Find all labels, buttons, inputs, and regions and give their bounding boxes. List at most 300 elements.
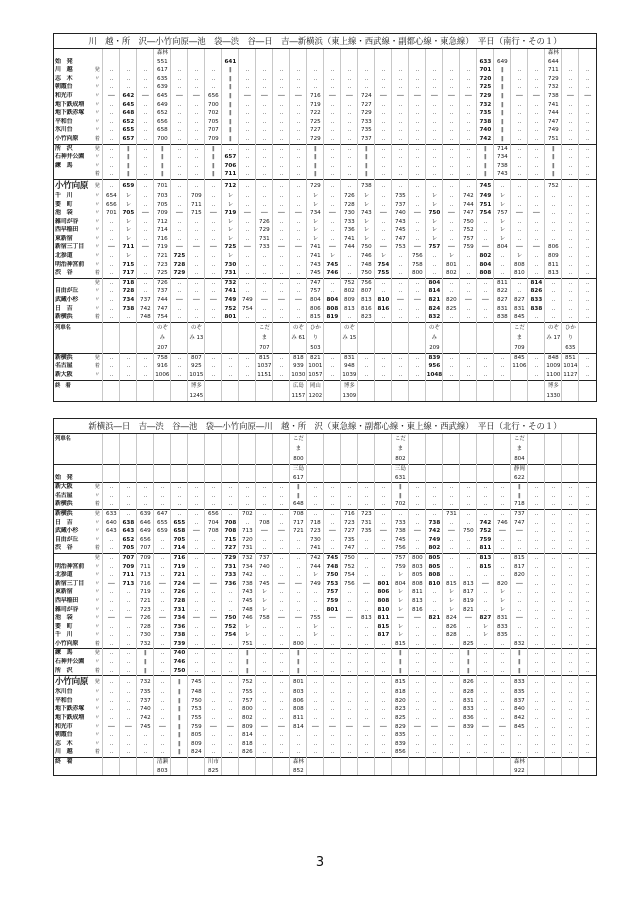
time-cell: ‥ <box>205 261 222 270</box>
time-cell: ‥ <box>528 544 545 553</box>
time-cell: 816 <box>409 606 426 615</box>
time-cell: ‥ <box>460 544 477 553</box>
table-row <box>54 676 596 689</box>
station-name: 所 沢 <box>55 666 73 674</box>
time-cell: 1057 <box>307 371 324 380</box>
time-cell: ‥ <box>545 640 562 649</box>
time-cell: ‥ <box>562 296 579 305</box>
time-cell: ‥ <box>579 714 596 723</box>
time-cell: ‥ <box>545 305 562 314</box>
time-cell <box>103 758 120 767</box>
time-cell: ‥ <box>443 287 460 296</box>
time-cell: ‥ <box>154 571 171 580</box>
time-cell: ‥ <box>103 252 120 261</box>
time-cell: ‥ <box>188 631 205 640</box>
time-cell: ‥ <box>494 553 511 562</box>
arr-dep-mark: 〃 <box>94 732 100 739</box>
time-cell <box>273 434 290 465</box>
time-cell: のぞみ 61 <box>290 322 307 353</box>
time-cell: ── <box>443 243 460 252</box>
time-cell: ‥ <box>239 252 256 261</box>
time-cell: ‥ <box>137 287 154 296</box>
time-cell: ‥ <box>477 676 494 689</box>
time-cell: ‖ <box>120 153 137 162</box>
time-cell: ‥ <box>579 623 596 632</box>
time-cell: ‥ <box>307 697 324 706</box>
station-name <box>54 278 92 287</box>
time-cell: ‥ <box>375 226 392 235</box>
time-cell: 813 <box>477 553 494 562</box>
time-cell: 731 <box>443 509 460 518</box>
time-cell: ‥ <box>528 252 545 261</box>
time-cell: 805 <box>188 731 205 740</box>
time-cell: ‥ <box>511 170 528 179</box>
time-cell: 708 <box>222 527 239 536</box>
time-cell: 704 <box>205 519 222 528</box>
time-cell: ‥ <box>222 748 239 757</box>
time-cell: ‥ <box>137 362 154 371</box>
time-cell: 723 <box>358 509 375 518</box>
time-cell: 802 <box>477 252 494 261</box>
time-cell: ‥ <box>511 66 528 75</box>
time-cell: ‥ <box>562 667 579 676</box>
time-cell: ‥ <box>562 483 579 492</box>
time-cell: 740 <box>392 209 409 218</box>
time-cell <box>409 380 426 401</box>
time-cell <box>511 49 528 58</box>
time-cell: ‥ <box>273 714 290 723</box>
time-cell: ‖ <box>171 740 188 749</box>
time-cell: 823 <box>392 705 409 714</box>
time-cell: ‥ <box>103 75 120 84</box>
time-cell: ‥ <box>256 75 273 84</box>
time-cell: ‥ <box>256 83 273 92</box>
time-cell: ‖ <box>477 170 494 179</box>
time-cell: ‥ <box>171 235 188 244</box>
time-cell: ‥ <box>494 252 511 261</box>
time-cell <box>188 474 205 483</box>
time-cell: ‥ <box>103 597 120 606</box>
time-cell: レ <box>358 201 375 210</box>
time-cell: ‥ <box>137 201 154 210</box>
station-name: 小竹向原 <box>55 134 79 142</box>
time-cell: ‥ <box>273 509 290 518</box>
time-cell: 836 <box>460 714 477 723</box>
time-cell: 825 <box>443 305 460 314</box>
time-cell: ‥ <box>171 278 188 287</box>
time-cell: ‥ <box>460 135 477 144</box>
arr-dep-mark: 〃 <box>94 84 100 91</box>
time-cell: 647 <box>154 509 171 518</box>
station-name: 東新宿 <box>55 588 73 596</box>
time-cell <box>460 758 477 767</box>
time-cell <box>324 58 341 67</box>
time-cell: 757 <box>426 243 443 252</box>
time-cell: ── <box>409 614 426 623</box>
time-cell: ‥ <box>562 658 579 667</box>
time-cell: ‥ <box>171 109 188 118</box>
time-cell: ‥ <box>324 688 341 697</box>
time-cell: ‥ <box>528 731 545 740</box>
time-cell: ‥ <box>239 135 256 144</box>
time-cell: ‥ <box>528 740 545 749</box>
time-cell: ‥ <box>358 676 375 689</box>
time-cell: ‥ <box>375 75 392 84</box>
time-cell: ‥ <box>494 544 511 553</box>
time-cell: ‥ <box>290 261 307 270</box>
time-cell: ‥ <box>409 676 426 689</box>
time-cell: ‥ <box>239 101 256 110</box>
time-cell: ‥ <box>103 353 120 362</box>
time-cell: ‥ <box>137 353 154 362</box>
time-cell: レ <box>307 235 324 244</box>
time-cell: 748 <box>137 313 154 322</box>
time-cell: 707 <box>205 126 222 135</box>
time-cell: ‥ <box>120 740 137 749</box>
table-row <box>54 623 596 632</box>
time-cell: ‥ <box>392 162 409 171</box>
station-name: 志 木 <box>55 739 73 747</box>
time-cell <box>494 380 511 401</box>
time-cell: 832 <box>511 640 528 649</box>
time-cell: 840 <box>511 705 528 714</box>
time-cell: ‥ <box>103 101 120 110</box>
time-cell: ‥ <box>562 640 579 649</box>
station-name: 武蔵小杉 <box>55 296 79 304</box>
time-cell: ‥ <box>409 126 426 135</box>
time-cell: ‥ <box>443 170 460 179</box>
time-cell: ‥ <box>375 109 392 118</box>
time-cell: ‥ <box>290 606 307 615</box>
time-cell <box>426 767 443 776</box>
time-cell: ‥ <box>205 740 222 749</box>
time-cell: ‥ <box>545 544 562 553</box>
time-cell: 801 <box>443 261 460 270</box>
time-cell: ‥ <box>171 192 188 201</box>
time-cell: 711 <box>188 201 205 210</box>
time-cell <box>375 767 392 776</box>
time-cell <box>562 767 579 776</box>
time-cell: ‥ <box>409 101 426 110</box>
time-cell: ‥ <box>137 153 154 162</box>
time-cell: ‥ <box>409 144 426 153</box>
time-cell: 827 <box>477 614 494 623</box>
time-cell: ‥ <box>562 649 579 658</box>
time-cell: 809 <box>341 296 358 305</box>
time-cell: のぞみ 17 <box>545 322 562 353</box>
time-cell: ‥ <box>205 179 222 192</box>
time-cell: ‥ <box>579 144 596 153</box>
time-cell: ‥ <box>256 658 273 667</box>
time-cell: レ <box>358 226 375 235</box>
time-cell: ‥ <box>562 126 579 135</box>
time-cell: レ <box>307 201 324 210</box>
time-cell <box>358 322 375 353</box>
time-cell: ‥ <box>307 705 324 714</box>
time-cell: 森林 <box>545 49 562 58</box>
time-cell: ‥ <box>392 278 409 287</box>
time-cell: ‥ <box>545 676 562 689</box>
time-cell: ‥ <box>460 305 477 314</box>
time-cell: ‥ <box>341 667 358 676</box>
time-cell: 815 <box>511 553 528 562</box>
time-cell: ‥ <box>562 623 579 632</box>
time-cell: ‥ <box>443 483 460 492</box>
time-cell: ‥ <box>103 313 120 322</box>
time-cell: ‥ <box>511 588 528 597</box>
time-cell: ── <box>273 580 290 589</box>
time-cell: ‥ <box>324 75 341 84</box>
time-cell: ‥ <box>494 179 511 192</box>
time-cell <box>562 49 579 58</box>
time-cell: ‥ <box>103 714 120 723</box>
time-cell: ‖ <box>137 649 154 658</box>
table-row <box>54 465 596 474</box>
time-cell: 745 <box>188 676 205 689</box>
time-cell: ‥ <box>511 126 528 135</box>
time-cell: ‥ <box>239 492 256 501</box>
time-cell: ‥ <box>545 623 562 632</box>
time-cell: 652 <box>120 118 137 127</box>
time-cell: ‥ <box>273 135 290 144</box>
time-cell: ── <box>528 209 545 218</box>
time-cell: ‥ <box>137 261 154 270</box>
time-cell: ‥ <box>426 269 443 278</box>
time-cell: ‥ <box>290 170 307 179</box>
time-cell: 939 <box>290 362 307 371</box>
time-cell <box>103 49 120 58</box>
time-cell <box>375 49 392 58</box>
time-cell: 744 <box>545 109 562 118</box>
time-cell: ‥ <box>443 731 460 740</box>
time-cell: レ <box>511 252 528 261</box>
time-cell: ‥ <box>528 83 545 92</box>
station-name: 自由が丘 <box>55 287 79 295</box>
time-cell: ‥ <box>460 353 477 362</box>
time-cell: ‥ <box>290 623 307 632</box>
time-cell: 551 <box>154 58 171 67</box>
time-cell: ‥ <box>154 588 171 597</box>
time-cell: ‥ <box>511 153 528 162</box>
time-cell: ‥ <box>341 748 358 757</box>
station-name: 明治神宮前 <box>55 260 85 268</box>
time-cell: ‥ <box>273 623 290 632</box>
timetable-northbound <box>53 418 597 776</box>
time-cell: ‥ <box>171 135 188 144</box>
time-cell: 826 <box>460 676 477 689</box>
time-cell: ‖ <box>460 667 477 676</box>
time-cell: ‥ <box>103 269 120 278</box>
time-cell: 816 <box>375 305 392 314</box>
time-cell: ‥ <box>324 492 341 501</box>
time-cell: 814 <box>239 731 256 740</box>
time-cell: ── <box>528 243 545 252</box>
time-cell: ── <box>188 243 205 252</box>
time-cell: ‥ <box>103 588 120 597</box>
time-cell: ‖ <box>120 170 137 179</box>
time-cell: 826 <box>528 287 545 296</box>
time-cell: ‖ <box>154 153 171 162</box>
time-cell: ‥ <box>171 153 188 162</box>
time-cell: ‥ <box>341 697 358 706</box>
time-cell: ‖ <box>358 170 375 179</box>
time-cell: ‥ <box>239 226 256 235</box>
arr-dep-mark: 〃 <box>94 297 100 304</box>
time-cell: ‥ <box>426 170 443 179</box>
table-row <box>54 474 596 483</box>
time-cell: ‥ <box>511 109 528 118</box>
time-cell: ── <box>477 243 494 252</box>
time-cell: ‥ <box>273 740 290 749</box>
table-row <box>54 49 596 58</box>
time-cell: ‥ <box>562 740 579 749</box>
time-cell: 659 <box>120 179 137 192</box>
time-cell: ‥ <box>154 483 171 492</box>
time-cell: ‥ <box>324 162 341 171</box>
time-cell: ‥ <box>120 748 137 757</box>
time-cell: ‥ <box>494 688 511 697</box>
time-cell: ‥ <box>324 101 341 110</box>
time-cell: ── <box>171 243 188 252</box>
time-cell: ‥ <box>375 235 392 244</box>
page-number: 3 <box>315 855 325 870</box>
time-cell: ── <box>103 92 120 101</box>
time-cell: ‥ <box>256 492 273 501</box>
time-cell: ‥ <box>324 731 341 740</box>
time-cell: 750 <box>426 209 443 218</box>
table-row <box>54 75 596 84</box>
time-cell: ‥ <box>562 287 579 296</box>
time-cell: ‥ <box>460 170 477 179</box>
time-cell <box>222 380 239 401</box>
time-cell: ‥ <box>460 83 477 92</box>
time-cell: ‥ <box>273 492 290 501</box>
time-cell: ‥ <box>222 640 239 649</box>
time-cell: ‖ <box>545 153 562 162</box>
time-cell: ‥ <box>137 126 154 135</box>
time-cell <box>171 465 188 474</box>
time-cell: 737 <box>137 697 154 706</box>
time-cell: ‥ <box>545 483 562 492</box>
arr-dep-mark: 〃 <box>94 740 100 747</box>
time-cell: 744 <box>154 296 171 305</box>
time-cell <box>222 465 239 474</box>
table-row <box>54 527 596 536</box>
station-name: 西早稲田 <box>55 596 79 604</box>
time-cell: ‥ <box>290 305 307 314</box>
time-cell: ‥ <box>324 483 341 492</box>
time-cell: ‥ <box>324 201 341 210</box>
table-row <box>54 649 596 658</box>
station-name: 日 吉 <box>55 518 73 526</box>
time-cell: ‥ <box>120 66 137 75</box>
time-cell: ‥ <box>562 135 579 144</box>
time-cell: 716 <box>154 235 171 244</box>
time-cell: ‥ <box>205 588 222 597</box>
time-cell <box>528 465 545 474</box>
arr-dep-mark: 発 <box>92 179 103 192</box>
station-name <box>54 49 92 58</box>
station-name: 石神井公園 <box>55 153 85 161</box>
time-cell: ‥ <box>290 588 307 597</box>
time-cell: ‥ <box>188 519 205 528</box>
time-cell: ‥ <box>494 269 511 278</box>
time-cell: ‥ <box>460 179 477 192</box>
time-cell: ‥ <box>528 527 545 536</box>
time-cell: 800 <box>239 705 256 714</box>
time-cell: ‥ <box>358 631 375 640</box>
time-cell: ‖ <box>290 483 307 492</box>
time-cell: 738 <box>477 118 494 127</box>
time-cell: ‥ <box>579 296 596 305</box>
time-cell: ‥ <box>545 536 562 545</box>
time-cell: ‥ <box>341 483 358 492</box>
station-name: 所 沢 <box>54 144 92 153</box>
station-name: 雑司が谷 <box>55 217 79 225</box>
time-cell: ‥ <box>103 640 120 649</box>
time-cell: ‥ <box>171 162 188 171</box>
time-cell: ‥ <box>273 500 290 509</box>
arr-dep-mark: 〃 <box>94 519 100 526</box>
time-cell: 752 <box>222 305 239 314</box>
time-cell: ‥ <box>409 118 426 127</box>
time-cell: ‥ <box>562 519 579 528</box>
time-cell: レ <box>494 606 511 615</box>
time-cell: 827 <box>494 296 511 305</box>
time-cell <box>324 49 341 58</box>
table-row <box>54 519 596 528</box>
time-cell: 758 <box>154 353 171 362</box>
time-cell: ‥ <box>494 483 511 492</box>
time-cell: 726 <box>256 218 273 227</box>
time-cell: 737 <box>392 201 409 210</box>
table-row <box>54 192 596 201</box>
time-cell: 807 <box>358 287 375 296</box>
station-name: 要 町 <box>55 622 73 630</box>
time-cell: ‥ <box>528 563 545 572</box>
time-cell <box>341 474 358 483</box>
time-cell: ‥ <box>562 118 579 127</box>
time-cell: ‥ <box>256 740 273 749</box>
time-cell: 719 <box>307 101 324 110</box>
station-name: 小竹向原 <box>54 179 92 192</box>
time-cell: ‥ <box>562 162 579 171</box>
time-cell: ── <box>171 296 188 305</box>
time-cell <box>324 380 341 401</box>
time-cell: ‥ <box>562 269 579 278</box>
time-cell: ‥ <box>426 714 443 723</box>
time-cell <box>392 58 409 67</box>
time-cell <box>205 322 222 353</box>
time-cell: 815 <box>392 640 409 649</box>
time-cell: ── <box>273 614 290 623</box>
time-cell: ‥ <box>528 109 545 118</box>
time-cell <box>188 58 205 67</box>
time-cell: ‥ <box>426 109 443 118</box>
time-cell: ‖ <box>120 144 137 153</box>
time-cell: ‥ <box>171 305 188 314</box>
time-cell <box>239 434 256 465</box>
time-cell: ‥ <box>341 66 358 75</box>
time-cell: ‥ <box>239 235 256 244</box>
time-cell: ‥ <box>205 658 222 667</box>
time-cell <box>579 49 596 58</box>
time-cell: ‥ <box>137 162 154 171</box>
table-row <box>54 126 596 135</box>
time-cell <box>120 322 137 353</box>
time-cell: レ <box>392 623 409 632</box>
time-cell: ‥ <box>358 748 375 757</box>
